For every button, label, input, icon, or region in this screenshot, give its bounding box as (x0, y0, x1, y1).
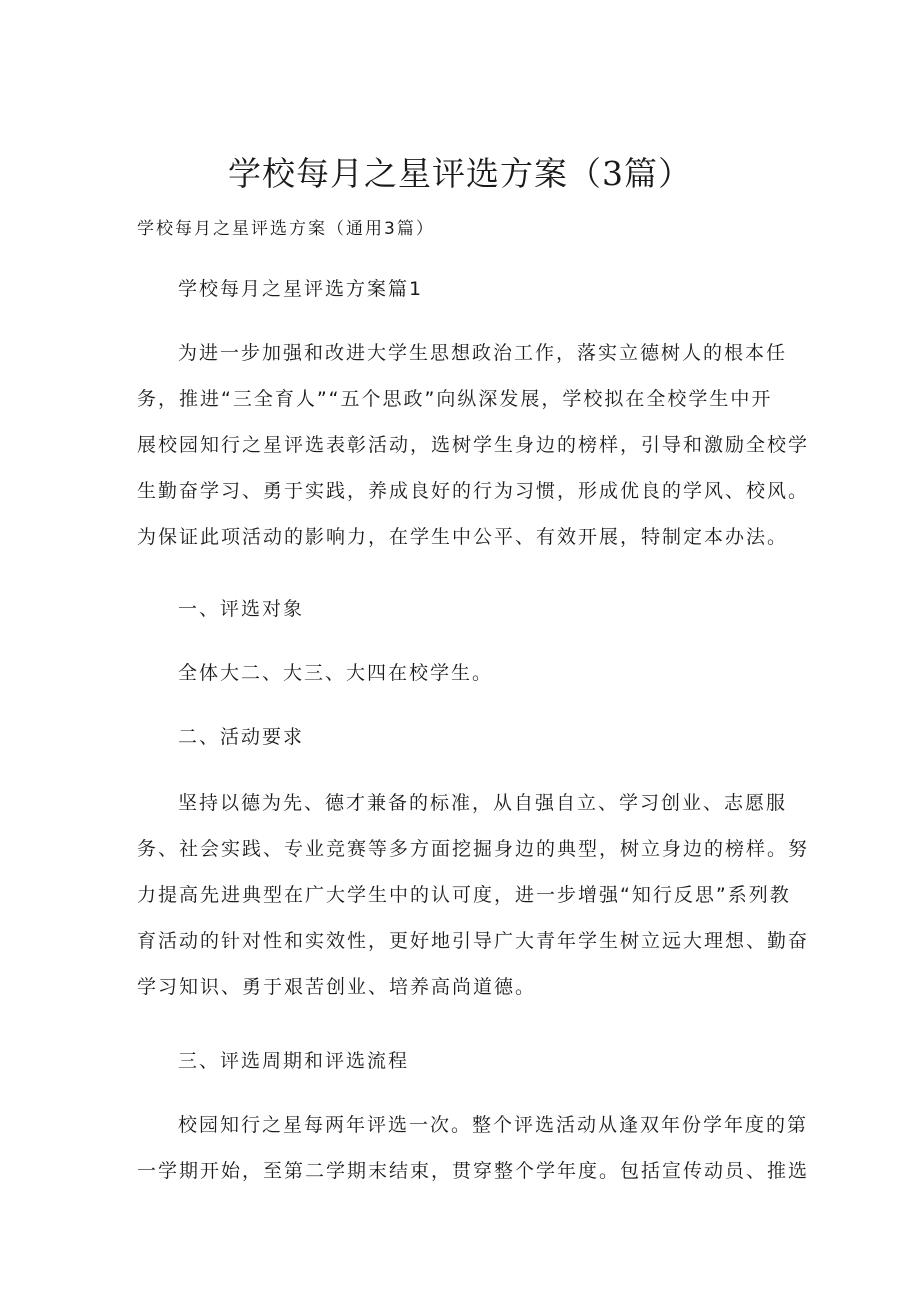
section-body-line: 校园知行之星每两年评选一次。整个评选活动从逢双年份学年度的第 (178, 1114, 809, 1136)
section-heading: 二、活动要求 (178, 726, 305, 748)
intro-line: 务，推进“三全育人”“五个思政”向纵深发展，学校拟在全校学生中开 (137, 388, 773, 410)
section-body-line: 力提高先进典型在广大学生中的认可度，进一步增强“知行反思”系列教 (137, 884, 791, 906)
intro-line: 为保证此项活动的影响力，在学生中公平、有效开展，特制定本办法。 (137, 526, 789, 548)
section-body: 全体大二、大三、大四在校学生。 (178, 662, 494, 684)
section-heading: 三、评选周期和评选流程 (178, 1050, 410, 1072)
section-body-line: 育活动的针对性和实效性，更好地引导广大青年学生树立远大理想、勤奋 (137, 930, 810, 952)
intro-line: 生勤奋学习、勇于实践，养成良好的行为习惯，形成优良的学风、校风。 (137, 480, 810, 502)
article-heading: 学校每月之星评选方案篇1 (178, 278, 424, 300)
section-body-line: 学习知识、勇于艰苦创业、培养高尚道德。 (137, 976, 537, 998)
section-body-line: 坚持以德为先、德才兼备的标准，从自强自立、学习创业、志愿服 (178, 792, 788, 814)
document-subtitle: 学校每月之星评选方案（通用3篇） (137, 219, 435, 239)
section-body-line: 务、社会实践、专业竞赛等多方面挖掘身边的典型，树立身边的榜样。努 (137, 838, 810, 860)
document-title: 学校每月之星评选方案（3篇） (228, 154, 692, 193)
section-body-line: 一学期开始，至第二学期末结束，贯穿整个学年度。包括宣传动员、推选 (137, 1160, 810, 1182)
section-heading: 一、评选对象 (178, 598, 305, 620)
intro-line: 为进一步加强和改进大学生思想政治工作，落实立德树人的根本任 (178, 342, 788, 364)
intro-line: 展校园知行之星评选表彰活动，选树学生身边的榜样，引导和激励全校学 (137, 434, 810, 456)
